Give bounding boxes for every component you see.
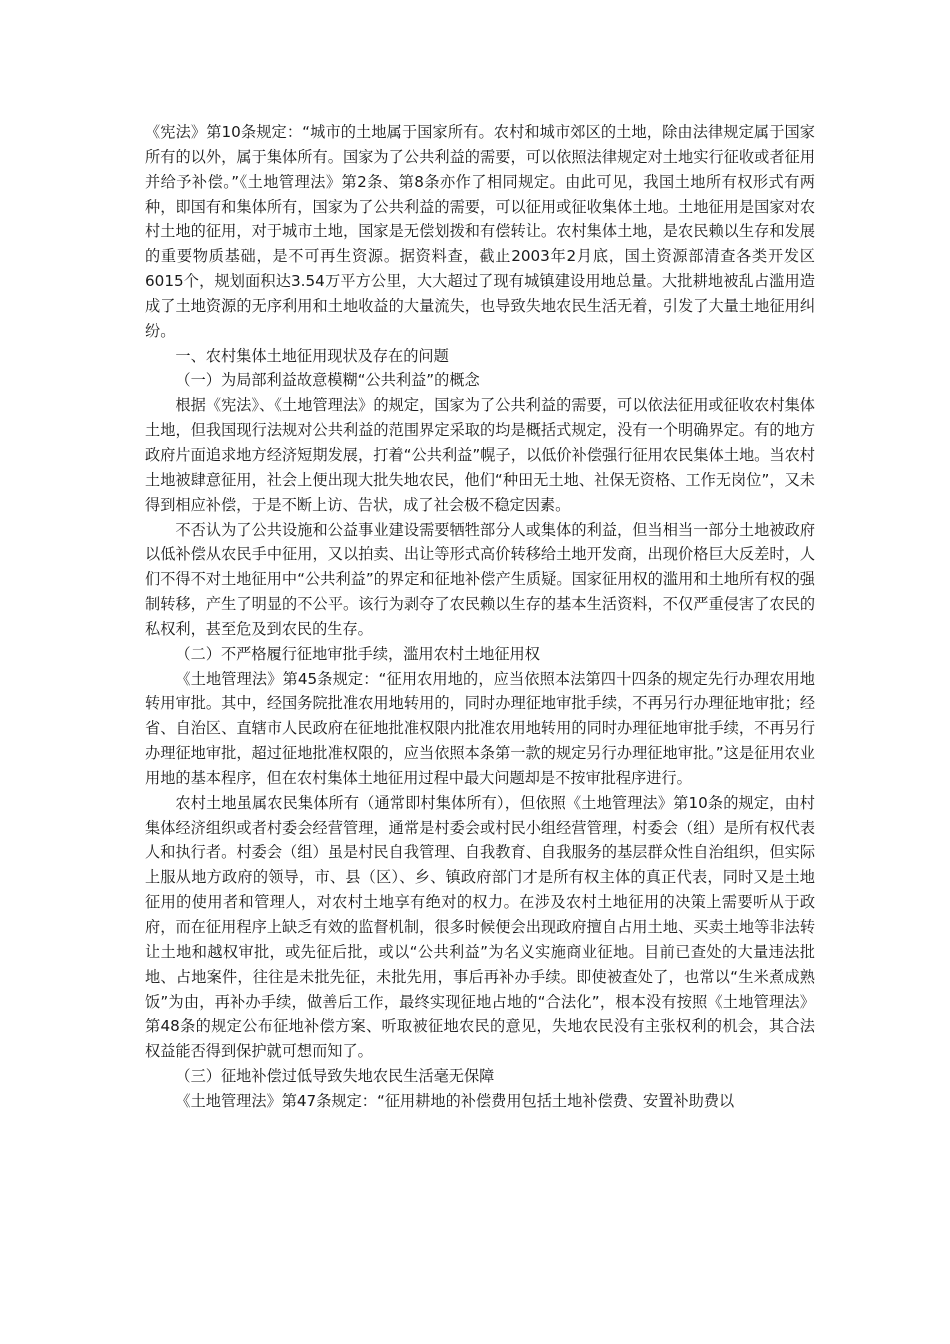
subsection-heading-1: （一）为局部利益故意模糊“公共利益”的概念: [175, 371, 480, 390]
body-paragraph: 《土地管理法》第45条规定：“征用农用地的，应当依照本法第四十四条的规定先行办理农用地转用审批。其中，经国务院批准农用地转用的，同时办理征地审批手续，不再另行办理征地审批；经省、自治区、直辖市人民政府在征地批准权限内批准农用地转用的同时办理征地审批手续，不再另行办理征地审批，超过征地批准权限的，应当依照本条第一款的规定另行办理征地审批。”这是征用农业用地的基本程序，但在农村集体土地征用过程中最大问题却是不按审批程序进行。: [145, 669, 815, 787]
document-page: [145, 120, 815, 1114]
subsection-heading-3: （三）征地补偿过低导致失地农民生活毫无保障: [175, 1067, 495, 1086]
intro-paragraph: 《宪法》第10条规定：“城市的土地属于国家所有。农村和城市郊区的土地，除由法律规定属于国家所有的以外，属于集体所有。国家为了公共利益的需要，可以依照法律规定对土地实行征收或者征用并给予补偿。”《土地管理法》第2条、第8条亦作了相同规定。由此可见，我国土地所有权形式有两种，即国有和集体所有，国家为了公共利益的需要，可以征用或征收集体土地。土地征用是国家对农村土地的征用，对于城市土地，国家是无偿划拨和有偿转让。农村集体土地，是农民赖以生存和发展的重要物质基础，是不可再生资源。据资料查，截止2003年2月底，国土资源部清查各类开发区6015个，规划面积达3.54万平方公里，大大超过了现有城镇建设用地总量。大批耕地被乱占滥用造成了土地资源的无序利用和土地收益的大量流失，也导致失地农民生活无着，引发了大量土地征用纠纷。: [145, 123, 815, 340]
body-paragraph: 不否认为了公共设施和公益事业建设需要牺牲部分人或集体的利益，但当相当一部分土地被政府以低补偿从农民手中征用，又以拍卖、出让等形式高价转移给土地开发商，出现价格巨大反差时，人们不得不对土地征用中“公共利益”的界定和征地补偿产生质疑。国家征用权的滥用和土地所有权的强制转移，产生了明显的不公平。该行为剥夺了农民赖以生存的基本生活资料，不仅严重侵害了农民的私权利，甚至危及到农民的生存。: [145, 520, 815, 638]
subsection-heading-2: （二）不严格履行征地审批手续，滥用农村土地征用权: [175, 644, 540, 663]
section-heading-1: 一、农村集体土地征用现状及存在的问题: [175, 346, 449, 365]
body-paragraph: 根据《宪法》、《土地管理法》的规定，国家为了公共利益的需要，可以依法征用或征收农村集体土地，但我国现行法规对公共利益的范围界定采取的均是概括式规定，没有一个明确界定。有的地方政府片面追求地方经济短期发展，打着“公共利益”幌子，以低价补偿强行征用农民集体土地。当农村土地被肆意征用，社会上便出现大批失地农民，他们“种田无土地、社保无资格、工作无岗位”，又未得到相应补偿，于是不断上访、告状，成了社会极不稳定因素。: [145, 396, 815, 514]
body-paragraph: 农村土地虽属农民集体所有（通常即村集体所有），但依照《土地管理法》第10条的规定，由村集体经济组织或者村委会经营管理，通常是村委会或村民小组经营管理，村委会（组）是所有权代表人和执行者。村委会（组）虽是村民自我管理、自我教育、自我服务的基层群众性自治组织，但实际上服从地方政府的领导，市、县（区）、乡、镇政府部门才是所有权主体的真正代表，同时又是土地征用的使用者和管理人，对农村土地享有绝对的权力。在涉及农村土地征用的决策上需要听从于政府，而在征用程序上缺乏有效的监督机制，很多时候便会出现政府擅自占用土地、买卖土地等非法转让土地和越权审批，或先征后批，或以“公共利益”为名义实施商业征地。目前已查处的大量违法批地、占地案件，往往是未批先征，未批先用，事后再补办手续。即使被查处了，也常以“生米煮成熟饭”为由，再补办手续，做善后工作，最终实现征地占地的“合法化”，根本没有按照《土地管理法》第48条的规定公布征地补偿方案、听取被征地农民的意见，失地农民没有主张权利的机会，其合法权益能否得到保护就可想而知了。: [145, 793, 815, 1061]
body-paragraph: 《土地管理法》第47条规定：“征用耕地的补偿费用包括土地补偿费、安置补助费以: [175, 1091, 735, 1110]
